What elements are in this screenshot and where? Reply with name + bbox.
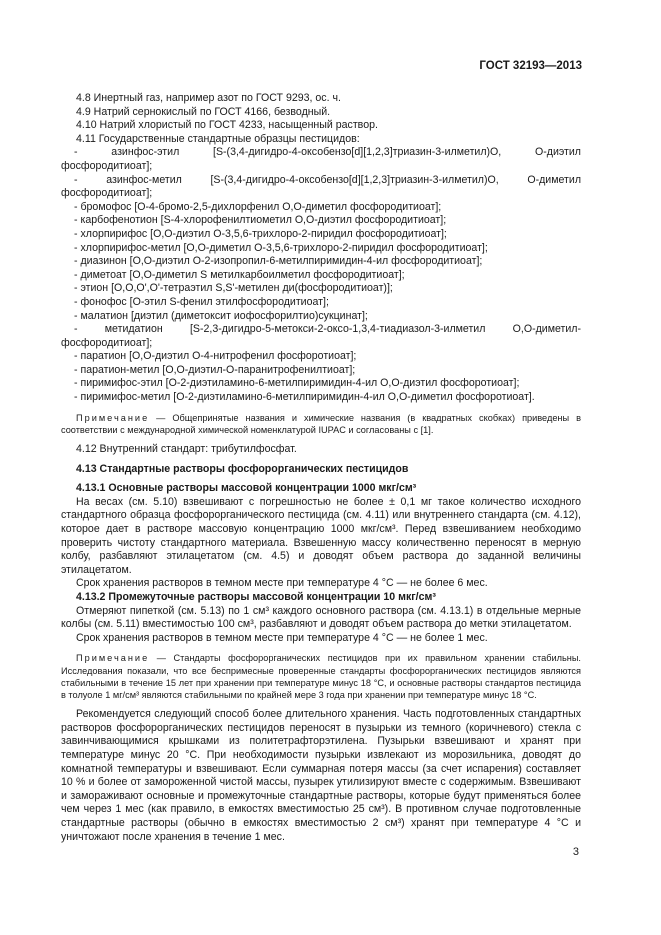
list-item: - бромофос [O-4-бромо-2,5-дихлорфенил O,O-диметил фосфородитиоат]; [74, 200, 442, 213]
note-stability [61, 652, 581, 701]
list-item: - малатион [диэтил (диметоксит иофосфорилтио)сукцинат]; [74, 309, 368, 322]
list-item: - паратион-метил [O,O-диэтил-O-паранитрофенилтиоат]; [74, 363, 356, 376]
paragraph-4-11: 4.11 Государственные стандартные образцы пестицидов: [76, 132, 360, 145]
paragraph-4-9: 4.9 Натрий сернокислый по ГОСТ 4166, безводный. [76, 105, 331, 118]
list-item: - паратион [O,O-диэтил O-4-нитрофенил фосфоротиоат]; [74, 350, 357, 363]
list-item: - пиримифос-этил [O-2-диэтиламино-6-метилпиримидин-4-ил O,O-диэтил фосфоротиоат]; [74, 377, 520, 390]
note-iupac [61, 412, 581, 436]
list-item: - фонофос [O-этил S-фенил этилфосфородитиоат]; [74, 295, 329, 308]
paragraph-4-13-2-storage: Срок хранения растворов в темном месте при температуре 4 °С — не более 1 мес. [76, 631, 488, 644]
list-item: - хлорпирифос-метил [O,O-диметил O-3,5,6-трихлоро-2-пиридил фосфородитиоат]; [74, 241, 488, 254]
paragraph-storage-method: Рекомендуется следующий способ более длительного хранения. Часть подготовленных стандартных растворов фосфорорганических пестицидов переносят в пузырьки из темного (коричневого) стекла с завинчивающимися крышками из политетрафторэтилена. Пузырьки взвешивают и хранят при температуре минус 20 °С. При необходимости пузырьки извлекают из морозильника, доводят до комнатной температуры и взвешивают. Если суммарная потеря массы (за счет испарения) составляет 10 % и более от замороженной чистой массы, пузырек утилизируют вместе с содержимым. Взвешивают и замораживают основные и промежуточные стандартные растворы, которые будут применяться более чем через 1 мес (как правило, в емкостях вместимостью 25 см³). В противном случае подготовленные стандартные растворы (обычно в емкостях вместимостью 2 см³) хранят при температуре 4 °С и уничтожают после хранения в течение 1 мес. [61, 708, 581, 843]
paragraph-4-12: 4.12 Внутренний стандарт: трибутилфосфат. [76, 443, 297, 456]
list-item: - хлорпирифос [O,O-диэтил O-3,5,6-трихлоро-2-пиридил фосфородитиоат]; [74, 227, 447, 240]
paragraph-4-13-2-body: Отмеряют пипеткой (см. 5.13) по 1 см³ каждого основного раствора (см. 4.13.1) в отдельные мерные колбы (см. 5.11) вместимостью 100 см³, разбавляют и доводят объем раствора до метки этилацетатом. [61, 604, 581, 631]
page-body [61, 92, 581, 844]
list-item: - этион [O,O,O',O'-тетраэтил S,S'-метилен ди(фосфородитиоат)]; [74, 282, 393, 295]
paragraph-4-10: 4.10 Натрий хлористый по ГОСТ 4233, насыщенный раствор. [76, 119, 378, 132]
note-label: Примечание [76, 653, 150, 664]
document-code-header: ГОСТ 32193—2013 [479, 60, 582, 72]
list-item: - карбофенотион [S-4-хлорофенилтиометил O,O-диэтил фосфородитиоат]; [74, 214, 447, 227]
list-item: - диазинон [O,O-диэтил O-2-изопропил-6-метилпиримидин-4-ил фосфородитиоат]; [74, 255, 483, 268]
list-item: - диметоат [O,O-диметил S метилкарбоилметил фосфородитиоат]; [74, 268, 405, 281]
subsection-heading-4-13-2: 4.13.2 Промежуточные растворы массовой концентрации 10 мкг/см³ [76, 591, 436, 603]
list-item: - азинфос-метил [S-(3,4-дигидро-4-оксобензо[d][1,2,3]триазин-3-илметил)O, O-диметил фосфородитиоат]; [61, 173, 581, 200]
pesticide-list [61, 146, 581, 404]
note-text: — Общепринятые названия и химические названия (в квадратных скобках) приведены в соответствии с международной химической номенклатурой IUPAC и согласованы с [1]. [61, 412, 581, 435]
paragraph-4-8: 4.8 Инертный газ, например азот по ГОСТ 9293, ос. ч. [76, 92, 341, 104]
section-heading-4-13: 4.13 Стандартные растворы фосфорорганических пестицидов [76, 462, 409, 475]
paragraph-4-13-1-body: На весах (см. 5.10) взвешивают с погрешностью не более ± 0,1 мг такое количество исходного стандартного образца фосфорорганического пестицида (см. 4.11) или внутреннего стандарта (см. 4.12), которое дает в растворе массовую концентрацию 1000 мкг/см³. Перед взвешиванием необходимо проверить чистоту стандартного материала. Взвешенную массу количественно переносят в мерную колбу, разбавляют этилацетатом (см. 4.5) и доводят объем раствора до заданной величины этилацетатом. [61, 495, 581, 576]
list-item: - метидатион [S-2,3-дигидро-5-метокси-2-оксо-1,3,4-тиадиазол-3-илметил O,O-диметил-фосфородитиоат]; [61, 323, 581, 349]
list-item: - пиримифос-метил [O-2-диэтиламино-6-метилпиримидин-4-ил O,O-диметил фосфоротиоат]. [74, 391, 535, 404]
note-label: Примечание [76, 412, 150, 423]
note-text: — Стандарты фосфорорганических пестицидов при их правильном хранении стабильны. Исследования показали, что все беспримесные проверенные стандарты фосфорорганических пестицидов являются стабильными в течение 15 лет при хранении при температуре минус 18 °С, и основные растворы стандартов пестицида в толуоле 1 мг/см³ являются стабильными по крайней мере 3 года при хранении при температуре минус 18 °С. [61, 653, 581, 700]
paragraph-4-13-1-storage: Срок хранения растворов в темном месте при температуре 4 °С — не более 6 мес. [76, 577, 488, 590]
subsection-heading-4-13-1: 4.13.1 Основные растворы массовой концентрации 1000 мкг/см³ [76, 482, 417, 495]
page-number: 3 [572, 846, 579, 858]
list-item: - азинфос-этил [S-(3,4-дигидро-4-оксобензо[d][1,2,3]триазин-3-илметил)O, O-диэтил фосфородитиоат]; [61, 146, 581, 172]
